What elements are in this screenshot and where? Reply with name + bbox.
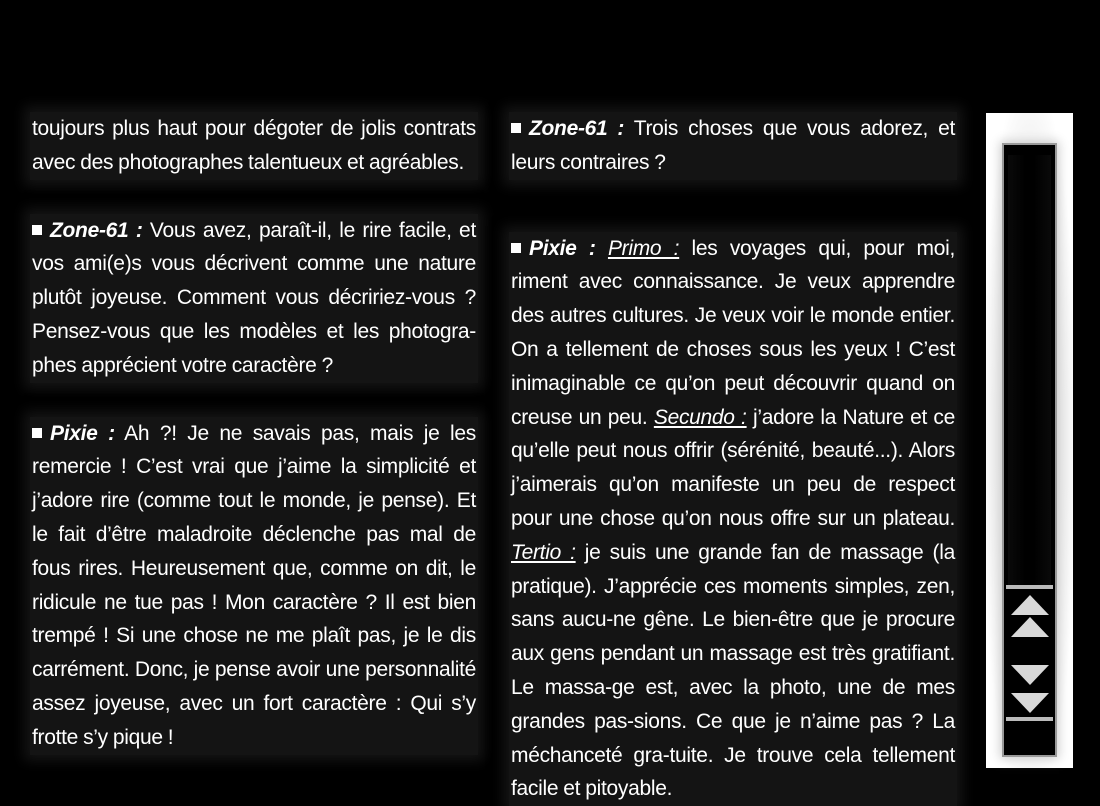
arrow-up-icon[interactable]	[1011, 617, 1049, 637]
tertio-label: Tertio :	[511, 540, 576, 564]
speaker-zone61: Zone-61 :	[529, 117, 625, 140]
primo-text: les voyages qui, pour moi, riment avec connaissance. Je veux apprendre des autres cultures. Je veux voir le monde entier. On a tellement de choses sous les yeux ! C’est inimaginable ce qu’on peut découvrir quand on creuse un peu.	[511, 236, 955, 429]
speaker-pixie: Pixie :	[50, 421, 115, 445]
scroll-divider	[1006, 585, 1053, 589]
scroll-divider	[1006, 717, 1053, 721]
speaker-pixie: Pixie :	[529, 236, 596, 260]
arrow-down-icon[interactable]	[1011, 693, 1049, 713]
arrow-up-icon[interactable]	[1011, 595, 1049, 615]
secundo-text: j’adore la Nature et ce qu’elle peut nous offrir (sérénité, beauté...). Alors j’aimerais qu’on manifeste un peu de respect pour une chose qu’on nous offre sur un plateau.	[511, 405, 956, 530]
question-text: Vous avez, paraît-il, le rire facile, et vos ami(e)s vous décrivent comme une nature plutôt joyeuse. Comment vous décririez-vous ? Pensez-vous que les modèles et les photogra-phes apprécient votre caractère ?	[32, 218, 476, 377]
question-text: Trois choses que vous adorez, et leurs contraires ?	[511, 117, 955, 174]
primo-label: Primo :	[607, 236, 680, 260]
scroll-track[interactable]	[1004, 145, 1055, 755]
answer-three-things	[509, 232, 957, 806]
tertio-text: je suis une grande fan de massage (la pratique). J’apprécie ces moments simples, zen, sans aucu-ne gêne. Le bien-être que je procure aux gens pendant un massage est très gratifiant. Le massa-ge est, avec la photo, une de mes grandes pas-sions. Ce que je n’aime pas ? La méchanceté gra-tuite. Je trouve cela tellement facile et pitoyable.	[511, 540, 955, 801]
left-column	[30, 112, 478, 755]
question-laugh	[30, 214, 478, 383]
answer-laugh	[30, 417, 478, 755]
bullet-icon	[511, 243, 521, 253]
speaker-zone61: Zone-61 :	[50, 218, 143, 242]
bullet-icon	[32, 428, 42, 438]
arrow-down-icon[interactable]	[1011, 665, 1049, 685]
right-column	[509, 112, 957, 806]
bullet-icon	[32, 225, 42, 235]
secundo-label: Secundo :	[653, 405, 747, 429]
scroll-thumb[interactable]	[1008, 155, 1051, 585]
answer-text: Ah ?! Je ne savais pas, mais je les remercie ! C’est vrai que j’aime la simplicité et j’adore rire (comme tout le monde, je pense). Et le fait d’être maladroite déclenche pas mal de fous rires. Heureusement que, comme on dit, le ridicule ne tue pas ! Mon caractère ? Il est bien trempé ! Si une chose ne me plaît pas, je le dis carrément. Donc, je pense avoir une personnalité assez joyeuse, avec un fort caractère : Qui s’y frotte s’y pique !	[32, 421, 476, 749]
paragraph-continuation: toujours plus haut pour dégoter de jolis contrats avec des photographes talentueux et agréables.	[30, 112, 478, 180]
question-three-things	[509, 112, 957, 180]
scroller-panel	[986, 113, 1073, 768]
bullet-icon	[511, 123, 521, 133]
